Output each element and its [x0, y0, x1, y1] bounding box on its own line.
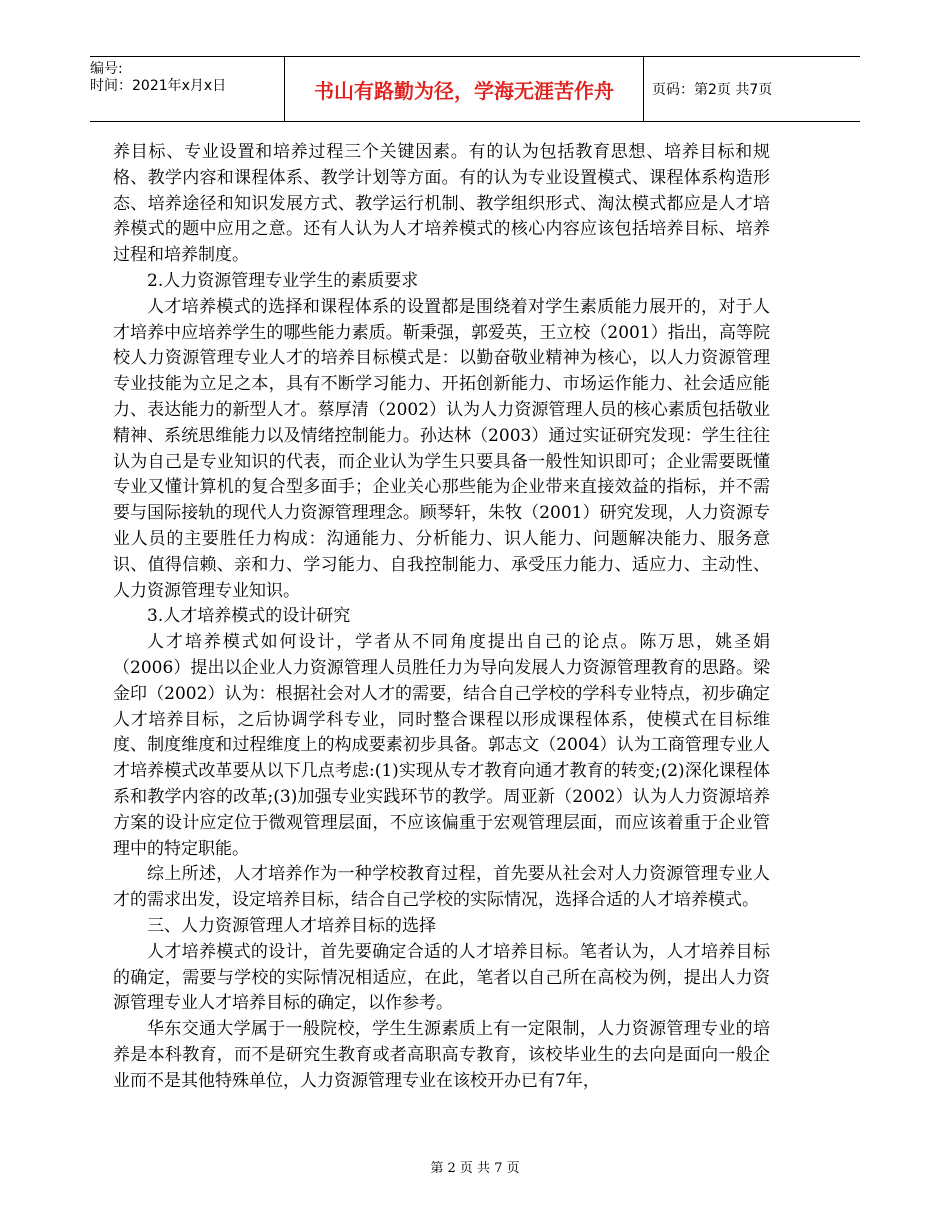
paragraph: 人才培养模式的选择和课程体系的设置都是围绕着对学生素质能力展开的，对于人才培养中应培养学生的哪些能力素质。靳秉强，郭爱英，王立校（2001）指出，高等院校人力资源管理专业人才的培养目标模式是：以勤奋敬业精神为核心，以人力资源管理专业技能为立足之本，具有不断学习能力、开拓创新能力、市场运作能力、社会适应能力、表达能力的新型人才。蔡厚清（2002）认为人力资源管理人员的核心素质包括敬业精神、系统思维能力以及情绪控制能力。孙达林（2003）通过实证研究发现：学生往往认为自己是专业知识的代表，而企业认为学生只要具备一般性知识即可；企业需要既懂专业又懂计算机的复合型多面手；企业关心那些能为企业带来直接效益的指标，并不需要与国际接轨的现代人力资源管理理念。顾琴轩，朱牧（2001）研究发现，人力资源专业人员的主要胜任力构成：沟通能力、分析能力、识人能力、问题解决能力、服务意识、值得信赖、亲和力、学习能力、自我控制能力、承受压力能力、适应力、主动性、人力资源管理专业知识。 — [113, 296, 770, 601]
paragraph: 三、人力资源管理人才培养目标的选择 — [147, 915, 436, 936]
time-label: 时间：2021年x月x日 — [90, 78, 227, 94]
header-page-cell — [644, 57, 860, 121]
paragraph: 人才培养模式的设计，首先要确定合适的人才培养目标。笔者认为，人才培养目标的确定，需要与学校的实际情况相适应，在此，笔者以自己所在高校为例，提出人力资源管理专业人才培养目标的确定，以作参考。 — [113, 941, 770, 1014]
page-header — [90, 56, 860, 122]
paragraph: 养目标、专业设置和培养过程三个关键因素。有的认为包括教育思想、培养目标和规格、教学内容和课程体系、教学计划等方面。有的认为专业设置模式、课程体系构造形态、培养途径和知识发展方式、教学运行机制、教学组织形式、淘汰模式都应是人才培养模式的题中应用之意。还有人认为人才培养模式的核心内容应该包括培养目标、培养过程和培养制度。 — [113, 142, 770, 266]
page-footer — [0, 1157, 950, 1176]
header-left-cell — [90, 57, 284, 121]
doc-number-label: 编号: — [90, 61, 123, 77]
motto-text: 书山有路勤为径，学海无涯苦作舟 — [314, 78, 614, 103]
page-footer-text: 第 2 页 共 7 页 — [430, 1161, 520, 1176]
document-body — [113, 140, 770, 1094]
paragraph: 人才培养模式如何设计，学者从不同角度提出自己的论点。陈万思，姚圣娟（2006）提出以企业人力资源管理人员胜任力为导向发展人力资源管理教育的思路。梁金印（2002）认为：根据社会对人才的需要，结合自己学校的学科专业特点，初步确定人才培养目标，之后协调学科专业，同时整合课程以形成课程体系，使模式在目标维度、制度维度和过程维度上的构成要素初步具备。郭志文（2004）认为工商管理专业人才培养模式改革要从以下几点考虑:(1)实现从专才教育向通才教育的转变;(2)深化课程体系和教学内容的改革;(3)加强专业实践环节的教学。周亚新（2002）认为人力资源培养方案的设计应定位于微观管理层面，不应该偏重于宏观管理层面，而应该着重于企业管理中的特定职能。 — [113, 632, 770, 859]
paragraph: 华东交通大学属于一般院校，学生生源素质上有一定限制，人力资源管理专业的培养是本科教育，而不是研究生教育或者高职高专教育，该校毕业生的去向是面向一般企业而不是其他特殊单位，人力资源管理专业在该校开办已有7年， — [113, 1019, 770, 1091]
page-info: 页码：第2页 共7页 — [652, 82, 773, 98]
paragraph: 2.人力资源管理专业学生的素质要求 — [147, 270, 419, 291]
paragraph: 3.人才培养模式的设计研究 — [147, 606, 351, 627]
header-motto-cell — [284, 57, 644, 121]
paragraph: 综上所述，人才培养作为一种学校教育过程，首先要从社会对人力资源管理专业人才的需求出发，设定培养目标，结合自己学校的实际情况，选择合适的人才培养模式。 — [113, 864, 770, 911]
